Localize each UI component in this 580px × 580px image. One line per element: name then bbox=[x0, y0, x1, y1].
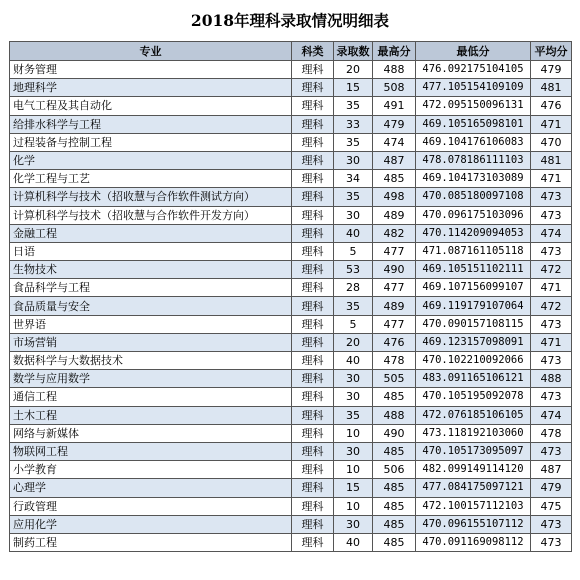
cell-max-score: 489 bbox=[373, 297, 416, 315]
cell-admitted: 30 bbox=[334, 388, 373, 406]
cell-avg-score: 472 bbox=[531, 297, 572, 315]
cell-major: 食品质量与安全 bbox=[10, 297, 292, 315]
cell-major: 制药工程 bbox=[10, 533, 292, 551]
cell-category: 理科 bbox=[292, 224, 334, 242]
table-body bbox=[10, 61, 572, 552]
cell-max-score: 489 bbox=[373, 206, 416, 224]
table-row bbox=[10, 170, 572, 188]
table-row bbox=[10, 188, 572, 206]
cell-admitted: 40 bbox=[334, 224, 373, 242]
cell-max-score: 478 bbox=[373, 352, 416, 370]
cell-max-score: 488 bbox=[373, 61, 416, 79]
cell-min-score: 469.105151102111 bbox=[416, 261, 531, 279]
table-row bbox=[10, 297, 572, 315]
cell-min-score: 469.104176106083 bbox=[416, 133, 531, 151]
cell-major: 应用化学 bbox=[10, 515, 292, 533]
table-row bbox=[10, 497, 572, 515]
cell-category: 理科 bbox=[292, 533, 334, 551]
cell-min-score: 469.105165098101 bbox=[416, 115, 531, 133]
cell-admitted: 30 bbox=[334, 151, 373, 169]
cell-major: 生物技术 bbox=[10, 261, 292, 279]
cell-max-score: 477 bbox=[373, 242, 416, 260]
cell-major: 计算机科学与技术（招收慧与合作软件开发方向） bbox=[10, 206, 292, 224]
table-row bbox=[10, 442, 572, 460]
cell-avg-score: 473 bbox=[531, 242, 572, 260]
cell-category: 理科 bbox=[292, 315, 334, 333]
cell-max-score: 485 bbox=[373, 533, 416, 551]
cell-admitted: 34 bbox=[334, 170, 373, 188]
header-avg-score: 平均分 bbox=[531, 42, 572, 61]
cell-admitted: 35 bbox=[334, 133, 373, 151]
cell-avg-score: 475 bbox=[531, 497, 572, 515]
cell-category: 理科 bbox=[292, 461, 334, 479]
cell-avg-score: 471 bbox=[531, 279, 572, 297]
table-row bbox=[10, 61, 572, 79]
cell-category: 理科 bbox=[292, 97, 334, 115]
cell-min-score: 470.090157108115 bbox=[416, 315, 531, 333]
cell-category: 理科 bbox=[292, 388, 334, 406]
cell-min-score: 472.076185106105 bbox=[416, 406, 531, 424]
table-row bbox=[10, 515, 572, 533]
cell-avg-score: 476 bbox=[531, 97, 572, 115]
cell-major: 给排水科学与工程 bbox=[10, 115, 292, 133]
cell-admitted: 33 bbox=[334, 115, 373, 133]
cell-avg-score: 474 bbox=[531, 406, 572, 424]
cell-major: 金融工程 bbox=[10, 224, 292, 242]
table-row bbox=[10, 151, 572, 169]
cell-major: 化学 bbox=[10, 151, 292, 169]
cell-max-score: 485 bbox=[373, 388, 416, 406]
cell-admitted: 30 bbox=[334, 442, 373, 460]
cell-admitted: 20 bbox=[334, 61, 373, 79]
table-row bbox=[10, 224, 572, 242]
cell-avg-score: 478 bbox=[531, 424, 572, 442]
cell-admitted: 40 bbox=[334, 352, 373, 370]
cell-admitted: 35 bbox=[334, 188, 373, 206]
cell-category: 理科 bbox=[292, 333, 334, 351]
cell-major: 土木工程 bbox=[10, 406, 292, 424]
cell-avg-score: 473 bbox=[531, 352, 572, 370]
cell-avg-score: 473 bbox=[531, 315, 572, 333]
cell-max-score: 506 bbox=[373, 461, 416, 479]
cell-major: 数据科学与大数据技术 bbox=[10, 352, 292, 370]
cell-admitted: 28 bbox=[334, 279, 373, 297]
cell-category: 理科 bbox=[292, 515, 334, 533]
table-row bbox=[10, 352, 572, 370]
cell-max-score: 485 bbox=[373, 515, 416, 533]
cell-admitted: 35 bbox=[334, 406, 373, 424]
cell-avg-score: 473 bbox=[531, 206, 572, 224]
cell-max-score: 474 bbox=[373, 133, 416, 151]
cell-min-score: 470.085180097108 bbox=[416, 188, 531, 206]
table-row bbox=[10, 424, 572, 442]
cell-min-score: 477.105154109109 bbox=[416, 79, 531, 97]
header-min-score: 最低分 bbox=[416, 42, 531, 61]
cell-max-score: 485 bbox=[373, 170, 416, 188]
cell-category: 理科 bbox=[292, 406, 334, 424]
table-row bbox=[10, 333, 572, 351]
cell-max-score: 485 bbox=[373, 497, 416, 515]
cell-avg-score: 479 bbox=[531, 479, 572, 497]
cell-admitted: 30 bbox=[334, 515, 373, 533]
header-row bbox=[10, 42, 572, 61]
table-row bbox=[10, 461, 572, 479]
cell-max-score: 505 bbox=[373, 370, 416, 388]
cell-avg-score: 481 bbox=[531, 151, 572, 169]
cell-max-score: 485 bbox=[373, 442, 416, 460]
cell-max-score: 479 bbox=[373, 115, 416, 133]
cell-category: 理科 bbox=[292, 479, 334, 497]
cell-category: 理科 bbox=[292, 370, 334, 388]
cell-major: 数学与应用数学 bbox=[10, 370, 292, 388]
cell-major: 物联网工程 bbox=[10, 442, 292, 460]
cell-category: 理科 bbox=[292, 261, 334, 279]
cell-max-score: 498 bbox=[373, 188, 416, 206]
table-row bbox=[10, 79, 572, 97]
cell-avg-score: 487 bbox=[531, 461, 572, 479]
cell-admitted: 53 bbox=[334, 261, 373, 279]
cell-min-score: 476.092175104105 bbox=[416, 61, 531, 79]
cell-min-score: 470.105173095097 bbox=[416, 442, 531, 460]
cell-min-score: 472.100157112103 bbox=[416, 497, 531, 515]
cell-admitted: 5 bbox=[334, 315, 373, 333]
cell-admitted: 10 bbox=[334, 497, 373, 515]
cell-major: 过程装备与控制工程 bbox=[10, 133, 292, 151]
cell-category: 理科 bbox=[292, 188, 334, 206]
cell-major: 通信工程 bbox=[10, 388, 292, 406]
cell-major: 行政管理 bbox=[10, 497, 292, 515]
cell-max-score: 476 bbox=[373, 333, 416, 351]
cell-min-score: 470.096175103096 bbox=[416, 206, 531, 224]
admission-table bbox=[9, 41, 572, 552]
cell-avg-score: 473 bbox=[531, 188, 572, 206]
table-row bbox=[10, 242, 572, 260]
table-row bbox=[10, 406, 572, 424]
cell-max-score: 487 bbox=[373, 151, 416, 169]
header-category: 科类 bbox=[292, 42, 334, 61]
cell-category: 理科 bbox=[292, 115, 334, 133]
cell-min-score: 470.091169098112 bbox=[416, 533, 531, 551]
cell-major: 网络与新媒体 bbox=[10, 424, 292, 442]
cell-avg-score: 471 bbox=[531, 170, 572, 188]
cell-min-score: 472.095150096131 bbox=[416, 97, 531, 115]
cell-category: 理科 bbox=[292, 352, 334, 370]
cell-admitted: 35 bbox=[334, 297, 373, 315]
cell-min-score: 473.118192103060 bbox=[416, 424, 531, 442]
table-row bbox=[10, 133, 572, 151]
cell-admitted: 15 bbox=[334, 479, 373, 497]
table-row bbox=[10, 315, 572, 333]
cell-admitted: 15 bbox=[334, 79, 373, 97]
cell-admitted: 5 bbox=[334, 242, 373, 260]
cell-major: 小学教育 bbox=[10, 461, 292, 479]
cell-major: 化学工程与工艺 bbox=[10, 170, 292, 188]
cell-min-score: 478.078186111103 bbox=[416, 151, 531, 169]
cell-max-score: 485 bbox=[373, 479, 416, 497]
cell-category: 理科 bbox=[292, 297, 334, 315]
cell-major: 世界语 bbox=[10, 315, 292, 333]
cell-category: 理科 bbox=[292, 170, 334, 188]
cell-min-score: 470.105195092078 bbox=[416, 388, 531, 406]
cell-admitted: 10 bbox=[334, 461, 373, 479]
cell-admitted: 40 bbox=[334, 533, 373, 551]
cell-avg-score: 473 bbox=[531, 533, 572, 551]
cell-admitted: 10 bbox=[334, 424, 373, 442]
cell-avg-score: 472 bbox=[531, 261, 572, 279]
cell-avg-score: 473 bbox=[531, 388, 572, 406]
cell-major: 食品科学与工程 bbox=[10, 279, 292, 297]
cell-category: 理科 bbox=[292, 61, 334, 79]
cell-min-score: 470.114209094053 bbox=[416, 224, 531, 242]
cell-category: 理科 bbox=[292, 424, 334, 442]
cell-major: 电气工程及其自动化 bbox=[10, 97, 292, 115]
table-row bbox=[10, 279, 572, 297]
table-row bbox=[10, 479, 572, 497]
cell-min-score: 477.084175097121 bbox=[416, 479, 531, 497]
table-row bbox=[10, 370, 572, 388]
cell-avg-score: 479 bbox=[531, 61, 572, 79]
cell-max-score: 508 bbox=[373, 79, 416, 97]
cell-min-score: 469.119179107064 bbox=[416, 297, 531, 315]
cell-admitted: 35 bbox=[334, 97, 373, 115]
table-row bbox=[10, 388, 572, 406]
cell-min-score: 469.104173103089 bbox=[416, 170, 531, 188]
table-row bbox=[10, 115, 572, 133]
table-row bbox=[10, 261, 572, 279]
cell-category: 理科 bbox=[292, 151, 334, 169]
cell-avg-score: 481 bbox=[531, 79, 572, 97]
cell-major: 地理科学 bbox=[10, 79, 292, 97]
cell-admitted: 20 bbox=[334, 333, 373, 351]
cell-major: 财务管理 bbox=[10, 61, 292, 79]
cell-min-score: 469.123157098091 bbox=[416, 333, 531, 351]
cell-category: 理科 bbox=[292, 133, 334, 151]
cell-avg-score: 474 bbox=[531, 224, 572, 242]
cell-min-score: 470.096155107112 bbox=[416, 515, 531, 533]
cell-category: 理科 bbox=[292, 242, 334, 260]
cell-max-score: 482 bbox=[373, 224, 416, 242]
cell-major: 心理学 bbox=[10, 479, 292, 497]
cell-max-score: 490 bbox=[373, 424, 416, 442]
cell-avg-score: 473 bbox=[531, 515, 572, 533]
cell-major: 计算机科学与技术（招收慧与合作软件测试方向） bbox=[10, 188, 292, 206]
cell-avg-score: 470 bbox=[531, 133, 572, 151]
cell-max-score: 490 bbox=[373, 261, 416, 279]
cell-admitted: 30 bbox=[334, 206, 373, 224]
header-admitted: 录取数 bbox=[334, 42, 373, 61]
cell-admitted: 30 bbox=[334, 370, 373, 388]
cell-major: 市场营销 bbox=[10, 333, 292, 351]
cell-min-score: 471.087161105118 bbox=[416, 242, 531, 260]
cell-avg-score: 471 bbox=[531, 333, 572, 351]
cell-category: 理科 bbox=[292, 79, 334, 97]
table-row bbox=[10, 533, 572, 551]
cell-category: 理科 bbox=[292, 279, 334, 297]
header-max-score: 最高分 bbox=[373, 42, 416, 61]
cell-min-score: 482.099149114120 bbox=[416, 461, 531, 479]
cell-category: 理科 bbox=[292, 206, 334, 224]
cell-category: 理科 bbox=[292, 497, 334, 515]
cell-min-score: 469.107156099107 bbox=[416, 279, 531, 297]
cell-max-score: 491 bbox=[373, 97, 416, 115]
cell-max-score: 477 bbox=[373, 315, 416, 333]
table-row bbox=[10, 206, 572, 224]
cell-major: 日语 bbox=[10, 242, 292, 260]
table-row bbox=[10, 97, 572, 115]
cell-avg-score: 471 bbox=[531, 115, 572, 133]
cell-avg-score: 488 bbox=[531, 370, 572, 388]
cell-avg-score: 473 bbox=[531, 442, 572, 460]
cell-min-score: 470.102210092066 bbox=[416, 352, 531, 370]
cell-category: 理科 bbox=[292, 442, 334, 460]
header-major: 专业 bbox=[10, 42, 292, 61]
cell-min-score: 483.091165106121 bbox=[416, 370, 531, 388]
cell-max-score: 477 bbox=[373, 279, 416, 297]
cell-max-score: 488 bbox=[373, 406, 416, 424]
page-title: 2018年理科录取情况明细表 bbox=[190, 11, 390, 30]
